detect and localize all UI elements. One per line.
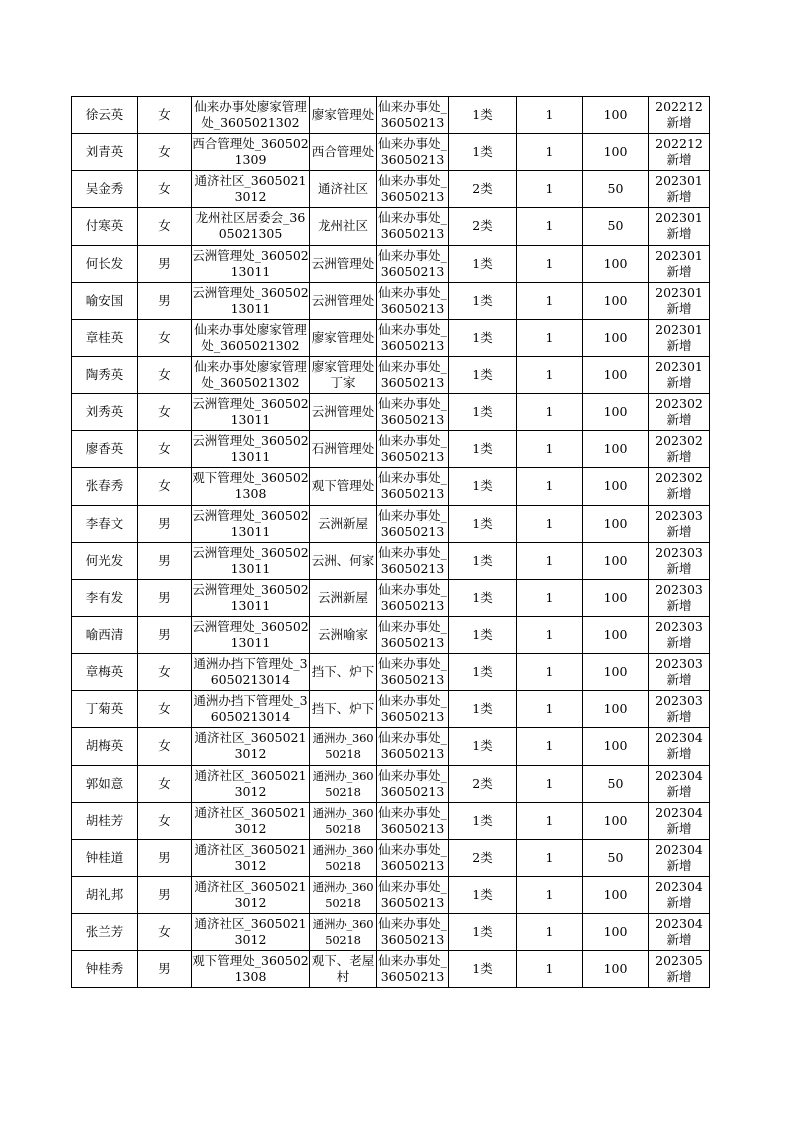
cell-amount: 50 xyxy=(583,171,649,208)
cell-category: 1类 xyxy=(449,468,517,505)
table-row xyxy=(72,431,710,468)
table-row xyxy=(72,876,710,913)
cell-unit: 云洲管理处_36050213011 xyxy=(192,245,310,282)
cell-office: 仙来办事处_36050213 xyxy=(377,654,449,691)
cell-amount: 100 xyxy=(583,951,649,988)
cell-amount: 100 xyxy=(583,319,649,356)
cell-office: 仙来办事处_36050213 xyxy=(377,356,449,393)
cell-amount: 100 xyxy=(583,728,649,765)
cell-amount: 100 xyxy=(583,691,649,728)
cell-note: 202303新增 xyxy=(649,542,710,579)
table-row xyxy=(72,728,710,765)
cell-count: 1 xyxy=(517,468,583,505)
cell-office: 仙来办事处_36050213 xyxy=(377,579,449,616)
cell-gender: 男 xyxy=(138,505,192,542)
cell-name: 胡梅英 xyxy=(72,728,138,765)
cell-gender: 女 xyxy=(138,319,192,356)
table-row xyxy=(72,319,710,356)
cell-name: 章桂英 xyxy=(72,319,138,356)
cell-name: 李有发 xyxy=(72,579,138,616)
cell-amount: 100 xyxy=(583,282,649,319)
table-row xyxy=(72,468,710,505)
cell-gender: 男 xyxy=(138,951,192,988)
cell-name: 徐云英 xyxy=(72,97,138,134)
cell-note: 202212新增 xyxy=(649,134,710,171)
cell-count: 1 xyxy=(517,579,583,616)
cell-count: 1 xyxy=(517,134,583,171)
cell-amount: 100 xyxy=(583,914,649,951)
cell-note: 202302新增 xyxy=(649,431,710,468)
cell-village: 廖家管理处丁家 xyxy=(310,356,377,393)
cell-office: 仙来办事处_36050213 xyxy=(377,394,449,431)
cell-count: 1 xyxy=(517,616,583,653)
cell-office: 仙来办事处_36050213 xyxy=(377,951,449,988)
cell-category: 2类 xyxy=(449,839,517,876)
cell-name: 胡礼邦 xyxy=(72,876,138,913)
cell-village: 云洲喻家 xyxy=(310,616,377,653)
cell-office: 仙来办事处_36050213 xyxy=(377,876,449,913)
cell-village: 龙州社区 xyxy=(310,208,377,245)
table-row xyxy=(72,542,710,579)
cell-unit: 通济社区_36050213012 xyxy=(192,914,310,951)
table-row xyxy=(72,765,710,802)
cell-village: 通洲办_36050218 xyxy=(310,765,377,802)
cell-category: 1类 xyxy=(449,691,517,728)
cell-count: 1 xyxy=(517,356,583,393)
cell-note: 202301新增 xyxy=(649,319,710,356)
cell-gender: 女 xyxy=(138,208,192,245)
cell-gender: 女 xyxy=(138,765,192,802)
cell-category: 1类 xyxy=(449,394,517,431)
cell-village: 西合管理处 xyxy=(310,134,377,171)
cell-gender: 女 xyxy=(138,431,192,468)
cell-count: 1 xyxy=(517,171,583,208)
cell-note: 202302新增 xyxy=(649,468,710,505)
cell-office: 仙来办事处_36050213 xyxy=(377,505,449,542)
cell-name: 何光发 xyxy=(72,542,138,579)
table-row xyxy=(72,839,710,876)
cell-office: 仙来办事处_36050213 xyxy=(377,542,449,579)
cell-gender: 女 xyxy=(138,97,192,134)
table-row xyxy=(72,356,710,393)
table-row xyxy=(72,208,710,245)
cell-note: 202302新增 xyxy=(649,394,710,431)
cell-office: 仙来办事处_36050213 xyxy=(377,97,449,134)
cell-office: 仙来办事处_36050213 xyxy=(377,839,449,876)
cell-note: 202305新增 xyxy=(649,951,710,988)
cell-note: 202212新增 xyxy=(649,97,710,134)
cell-gender: 女 xyxy=(138,468,192,505)
cell-gender: 女 xyxy=(138,914,192,951)
cell-amount: 100 xyxy=(583,802,649,839)
cell-name: 胡桂芳 xyxy=(72,802,138,839)
cell-category: 1类 xyxy=(449,356,517,393)
cell-category: 1类 xyxy=(449,505,517,542)
cell-category: 1类 xyxy=(449,579,517,616)
cell-unit: 云洲管理处_36050213011 xyxy=(192,394,310,431)
cell-count: 1 xyxy=(517,208,583,245)
cell-village: 观下、老屋村 xyxy=(310,951,377,988)
cell-gender: 女 xyxy=(138,394,192,431)
cell-office: 仙来办事处_36050213 xyxy=(377,171,449,208)
cell-count: 1 xyxy=(517,654,583,691)
cell-office: 仙来办事处_36050213 xyxy=(377,728,449,765)
cell-village: 云洲新屋 xyxy=(310,505,377,542)
cell-village: 云洲新屋 xyxy=(310,579,377,616)
cell-amount: 100 xyxy=(583,468,649,505)
cell-village: 云洲管理处 xyxy=(310,282,377,319)
cell-category: 2类 xyxy=(449,765,517,802)
cell-name: 陶秀英 xyxy=(72,356,138,393)
cell-office: 仙来办事处_36050213 xyxy=(377,914,449,951)
cell-category: 1类 xyxy=(449,282,517,319)
cell-note: 202304新增 xyxy=(649,802,710,839)
cell-category: 1类 xyxy=(449,728,517,765)
cell-name: 张兰芳 xyxy=(72,914,138,951)
cell-village: 廖家管理处 xyxy=(310,319,377,356)
cell-gender: 女 xyxy=(138,691,192,728)
cell-name: 刘秀英 xyxy=(72,394,138,431)
cell-category: 1类 xyxy=(449,319,517,356)
table-row xyxy=(72,579,710,616)
cell-gender: 女 xyxy=(138,802,192,839)
cell-category: 1类 xyxy=(449,134,517,171)
cell-village: 云洲管理处 xyxy=(310,245,377,282)
cell-unit: 通济社区_36050213012 xyxy=(192,839,310,876)
cell-name: 廖香英 xyxy=(72,431,138,468)
cell-unit: 通洲办挡下管理处_36050213014 xyxy=(192,691,310,728)
cell-unit: 通济社区_36050213012 xyxy=(192,765,310,802)
cell-amount: 100 xyxy=(583,97,649,134)
cell-gender: 男 xyxy=(138,839,192,876)
cell-amount: 100 xyxy=(583,505,649,542)
cell-count: 1 xyxy=(517,245,583,282)
cell-gender: 女 xyxy=(138,171,192,208)
table-row xyxy=(72,691,710,728)
cell-note: 202303新增 xyxy=(649,654,710,691)
cell-gender: 女 xyxy=(138,654,192,691)
cell-gender: 男 xyxy=(138,616,192,653)
cell-count: 1 xyxy=(517,839,583,876)
cell-amount: 100 xyxy=(583,542,649,579)
cell-village: 通洲办_36050218 xyxy=(310,876,377,913)
cell-category: 1类 xyxy=(449,431,517,468)
cell-village: 观下管理处 xyxy=(310,468,377,505)
cell-unit: 云洲管理处_36050213011 xyxy=(192,505,310,542)
cell-name: 刘青英 xyxy=(72,134,138,171)
cell-name: 钟桂道 xyxy=(72,839,138,876)
cell-category: 1类 xyxy=(449,542,517,579)
cell-gender: 女 xyxy=(138,728,192,765)
cell-category: 1类 xyxy=(449,951,517,988)
cell-count: 1 xyxy=(517,765,583,802)
cell-unit: 通洲办挡下管理处_36050213014 xyxy=(192,654,310,691)
cell-amount: 50 xyxy=(583,765,649,802)
cell-gender: 男 xyxy=(138,542,192,579)
cell-gender: 女 xyxy=(138,134,192,171)
cell-category: 1类 xyxy=(449,97,517,134)
cell-unit: 云洲管理处_36050213011 xyxy=(192,616,310,653)
cell-village: 石洲管理处 xyxy=(310,431,377,468)
cell-category: 2类 xyxy=(449,171,517,208)
table-row xyxy=(72,802,710,839)
cell-note: 202303新增 xyxy=(649,691,710,728)
cell-unit: 云洲管理处_36050213011 xyxy=(192,431,310,468)
cell-gender: 男 xyxy=(138,579,192,616)
table-row xyxy=(72,97,710,134)
cell-unit: 仙来办事处廖家管理处_3605021302 xyxy=(192,97,310,134)
cell-name: 何长发 xyxy=(72,245,138,282)
cell-name: 喻西清 xyxy=(72,616,138,653)
cell-note: 202301新增 xyxy=(649,356,710,393)
cell-gender: 男 xyxy=(138,876,192,913)
cell-name: 李春文 xyxy=(72,505,138,542)
table-row xyxy=(72,134,710,171)
cell-office: 仙来办事处_36050213 xyxy=(377,282,449,319)
cell-note: 202303新增 xyxy=(649,616,710,653)
cell-name: 张春秀 xyxy=(72,468,138,505)
cell-amount: 100 xyxy=(583,245,649,282)
cell-office: 仙来办事处_36050213 xyxy=(377,134,449,171)
cell-amount: 50 xyxy=(583,208,649,245)
cell-note: 202304新增 xyxy=(649,839,710,876)
cell-count: 1 xyxy=(517,951,583,988)
cell-category: 1类 xyxy=(449,876,517,913)
cell-count: 1 xyxy=(517,282,583,319)
cell-amount: 100 xyxy=(583,579,649,616)
cell-category: 1类 xyxy=(449,802,517,839)
cell-office: 仙来办事处_36050213 xyxy=(377,802,449,839)
cell-office: 仙来办事处_36050213 xyxy=(377,468,449,505)
cell-office: 仙来办事处_36050213 xyxy=(377,319,449,356)
cell-name: 付寒英 xyxy=(72,208,138,245)
cell-office: 仙来办事处_36050213 xyxy=(377,245,449,282)
cell-category: 1类 xyxy=(449,245,517,282)
table-row xyxy=(72,505,710,542)
cell-gender: 男 xyxy=(138,245,192,282)
cell-name: 吴金秀 xyxy=(72,171,138,208)
cell-village: 通济社区 xyxy=(310,171,377,208)
cell-office: 仙来办事处_36050213 xyxy=(377,691,449,728)
cell-amount: 100 xyxy=(583,134,649,171)
cell-count: 1 xyxy=(517,394,583,431)
cell-unit: 云洲管理处_36050213011 xyxy=(192,282,310,319)
cell-count: 1 xyxy=(517,431,583,468)
cell-category: 1类 xyxy=(449,616,517,653)
table-row xyxy=(72,616,710,653)
cell-name: 丁菊英 xyxy=(72,691,138,728)
cell-note: 202304新增 xyxy=(649,765,710,802)
cell-note: 202304新增 xyxy=(649,876,710,913)
cell-gender: 女 xyxy=(138,356,192,393)
cell-village: 通洲办_36050218 xyxy=(310,728,377,765)
table-row xyxy=(72,951,710,988)
table-row xyxy=(72,914,710,951)
cell-note: 202301新增 xyxy=(649,245,710,282)
cell-count: 1 xyxy=(517,542,583,579)
cell-note: 202303新增 xyxy=(649,579,710,616)
cell-note: 202301新增 xyxy=(649,208,710,245)
cell-note: 202301新增 xyxy=(649,282,710,319)
cell-amount: 100 xyxy=(583,431,649,468)
cell-unit: 云洲管理处_36050213011 xyxy=(192,579,310,616)
cell-name: 喻安国 xyxy=(72,282,138,319)
cell-name: 郭如意 xyxy=(72,765,138,802)
cell-unit: 通济社区_36050213012 xyxy=(192,171,310,208)
cell-village: 云洲管理处 xyxy=(310,394,377,431)
cell-village: 廖家管理处 xyxy=(310,97,377,134)
cell-village: 挡下、炉下 xyxy=(310,691,377,728)
cell-unit: 仙来办事处廖家管理处_3605021302 xyxy=(192,319,310,356)
cell-note: 202304新增 xyxy=(649,914,710,951)
cell-count: 1 xyxy=(517,97,583,134)
cell-village: 通洲办_36050218 xyxy=(310,839,377,876)
cell-gender: 男 xyxy=(138,282,192,319)
cell-office: 仙来办事处_36050213 xyxy=(377,765,449,802)
cell-unit: 通济社区_36050213012 xyxy=(192,728,310,765)
cell-amount: 100 xyxy=(583,394,649,431)
cell-category: 1类 xyxy=(449,654,517,691)
table-body xyxy=(72,97,710,988)
cell-office: 仙来办事处_36050213 xyxy=(377,616,449,653)
cell-unit: 通济社区_36050213012 xyxy=(192,876,310,913)
cell-count: 1 xyxy=(517,802,583,839)
cell-category: 2类 xyxy=(449,208,517,245)
table-row xyxy=(72,245,710,282)
cell-count: 1 xyxy=(517,505,583,542)
cell-count: 1 xyxy=(517,691,583,728)
relief-roster-table xyxy=(71,96,710,988)
cell-unit: 观下管理处_3605021308 xyxy=(192,468,310,505)
cell-name: 钟桂秀 xyxy=(72,951,138,988)
cell-unit: 观下管理处_3605021308 xyxy=(192,951,310,988)
cell-unit: 云洲管理处_36050213011 xyxy=(192,542,310,579)
table-row xyxy=(72,171,710,208)
cell-unit: 西合管理处_3605021309 xyxy=(192,134,310,171)
cell-office: 仙来办事处_36050213 xyxy=(377,431,449,468)
cell-amount: 100 xyxy=(583,356,649,393)
cell-note: 202301新增 xyxy=(649,171,710,208)
cell-unit: 通济社区_36050213012 xyxy=(192,802,310,839)
cell-count: 1 xyxy=(517,728,583,765)
cell-amount: 100 xyxy=(583,616,649,653)
cell-village: 云洲、何家 xyxy=(310,542,377,579)
cell-amount: 100 xyxy=(583,876,649,913)
table-row xyxy=(72,654,710,691)
cell-count: 1 xyxy=(517,876,583,913)
cell-name: 章梅英 xyxy=(72,654,138,691)
cell-unit: 仙来办事处廖家管理处_3605021302 xyxy=(192,356,310,393)
cell-amount: 50 xyxy=(583,839,649,876)
cell-note: 202304新增 xyxy=(649,728,710,765)
cell-office: 仙来办事处_36050213 xyxy=(377,208,449,245)
cell-category: 1类 xyxy=(449,914,517,951)
cell-unit: 龙州社区居委会_3605021305 xyxy=(192,208,310,245)
cell-village: 挡下、炉下 xyxy=(310,654,377,691)
cell-count: 1 xyxy=(517,319,583,356)
cell-count: 1 xyxy=(517,914,583,951)
table-row xyxy=(72,394,710,431)
cell-amount: 100 xyxy=(583,654,649,691)
cell-village: 通洲办_36050218 xyxy=(310,802,377,839)
cell-village: 通洲办_36050218 xyxy=(310,914,377,951)
cell-note: 202303新增 xyxy=(649,505,710,542)
table-row xyxy=(72,282,710,319)
